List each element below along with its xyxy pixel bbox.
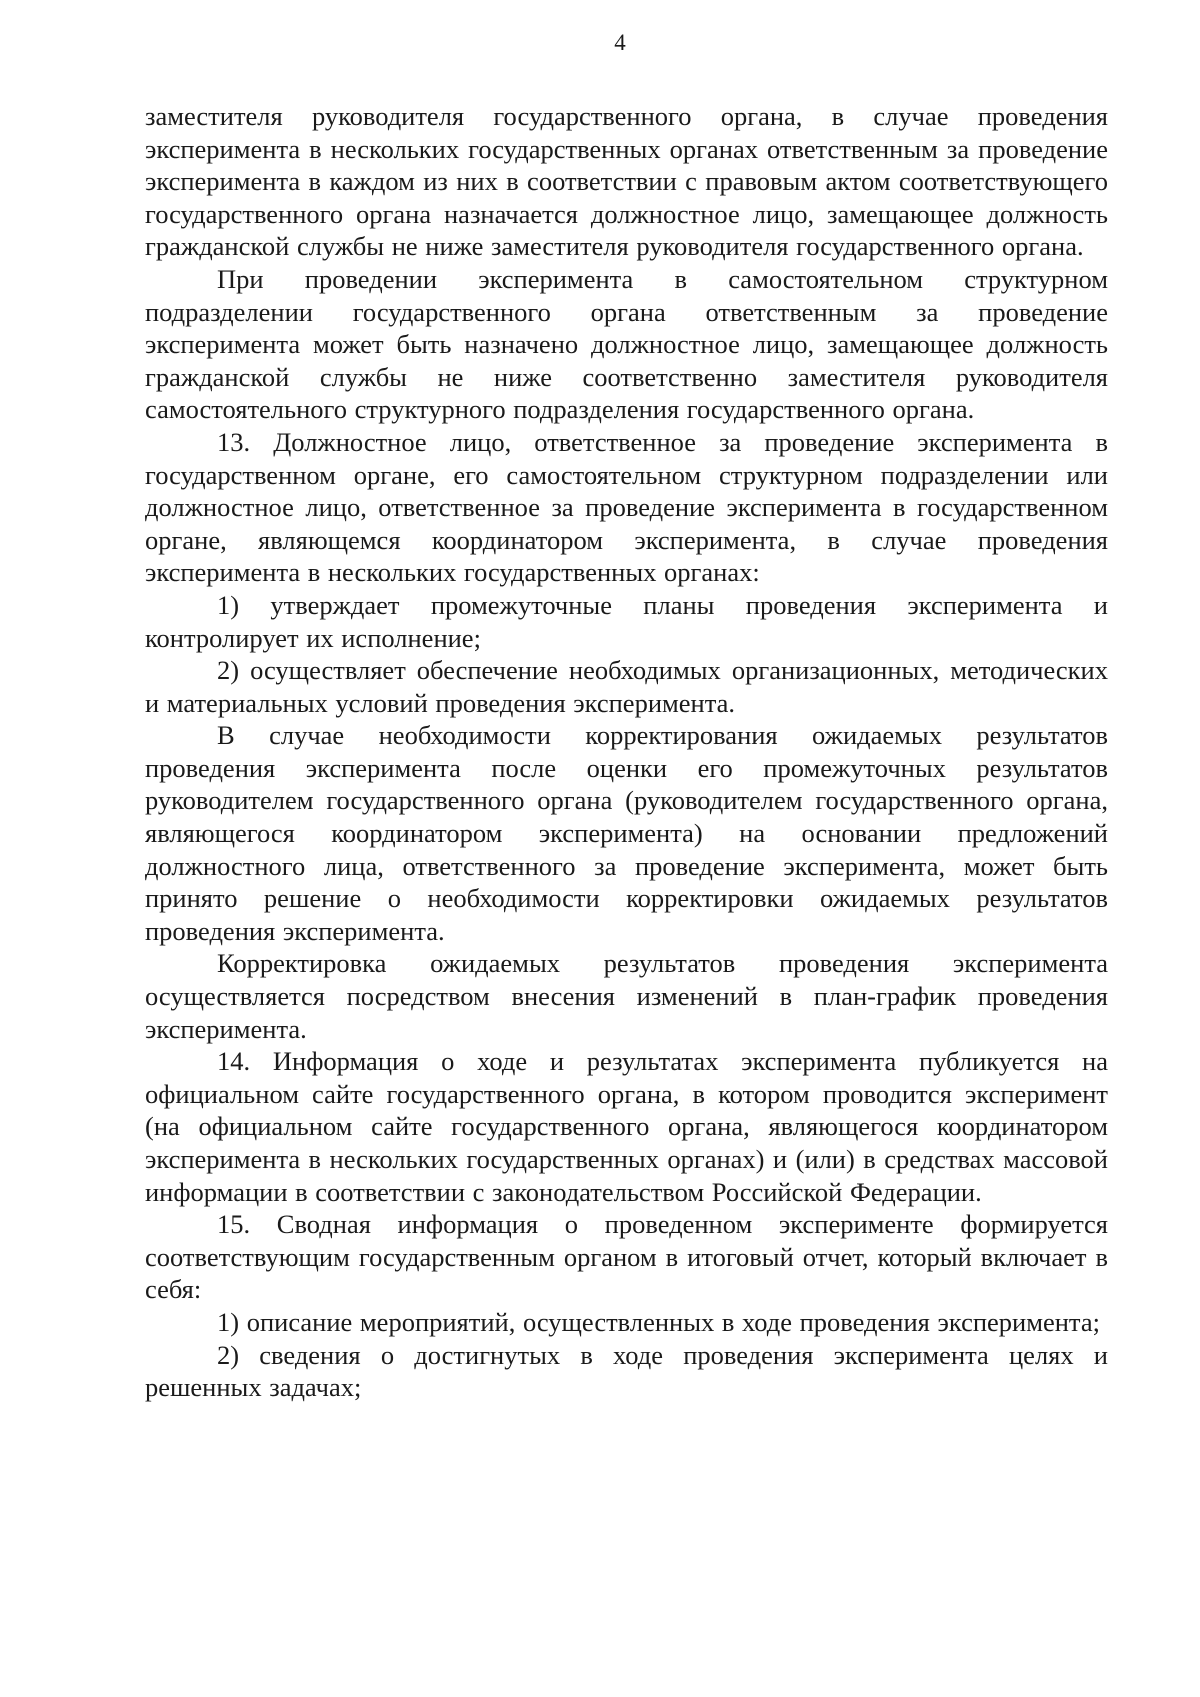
paragraph-item-13: 13. Должностное лицо, ответственное за проведение эксперимента в государственном органе, его самостоятельном структурном подразделении или должностное лицо, ответственное за проведение эксперимента в государственном органе, являющемся координатором эксперимента, в случае проведения эксперимента в нескольких государственных органах: [145,426,1108,588]
paragraph: В случае необходимости корректирования ожидаемых результатов проведения эксперимента после оценки его промежуточных результатов руководителем государственного органа (руководителем государственного органа, являющегося координатором эксперимента) на основании предложений должностного лица, ответственного за проведение эксперимента, может быть принято решение о необходимости корректировки ожидаемых результатов проведения эксперимента. [145,720,1108,946]
paragraph: Корректировка ожидаемых результатов проведения эксперимента осуществляется посредством внесения изменений в план-график проведения эксперимента. [145,948,1108,1044]
paragraph-continuation: заместителя руководителя государственного органа, в случае проведения эксперимента в нескольких государственных органах ответственным за проведение эксперимента в каждом из них в соответствии с правовым актом соответствующего государственного органа назначается должностное лицо, замещающее должность гражданской службы не ниже заместителя руководителя государственного органа. [145,101,1108,262]
paragraph-item-15: 15. Сводная информация о проведенном эксперименте формируется соответствующим государственным органом в итоговый отчет, который включает в себя: [145,1209,1108,1305]
list-item: 2) осуществляет обеспечение необходимых организационных, методических и материальных условий проведения эксперимента. [145,655,1108,718]
document-body [145,100,1108,1404]
paragraph: При проведении эксперимента в самостоятельном структурном подразделении государственного органа ответственным за проведение эксперимента может быть назначено должностное лицо, замещающее должность гражданской службы не ниже соответственно заместителя руководителя самостоятельного структурного подразделения государственного органа. [145,263,1108,425]
list-item: 1) утверждает промежуточные планы проведения эксперимента и контролирует их исполнение; [145,589,1108,653]
paragraph-item-14: 14. Информация о ходе и результатах эксперимента публикуется на официальном сайте государственного органа, в котором проводится эксперимент (на официальном сайте государственного органа, являющегося координатором эксперимента в нескольких государственных органах) и (или) в средствах массовой информации в соответствии с законодательством Российской Федерации. [145,1046,1108,1207]
page-number: 4 [614,30,626,55]
list-item: 1) описание мероприятий, осуществленных в ходе проведения эксперимента; [217,1306,1100,1337]
list-item: 2) сведения о достигнутых в ходе проведения эксперимента целях и решенных задачах; [145,1339,1108,1403]
